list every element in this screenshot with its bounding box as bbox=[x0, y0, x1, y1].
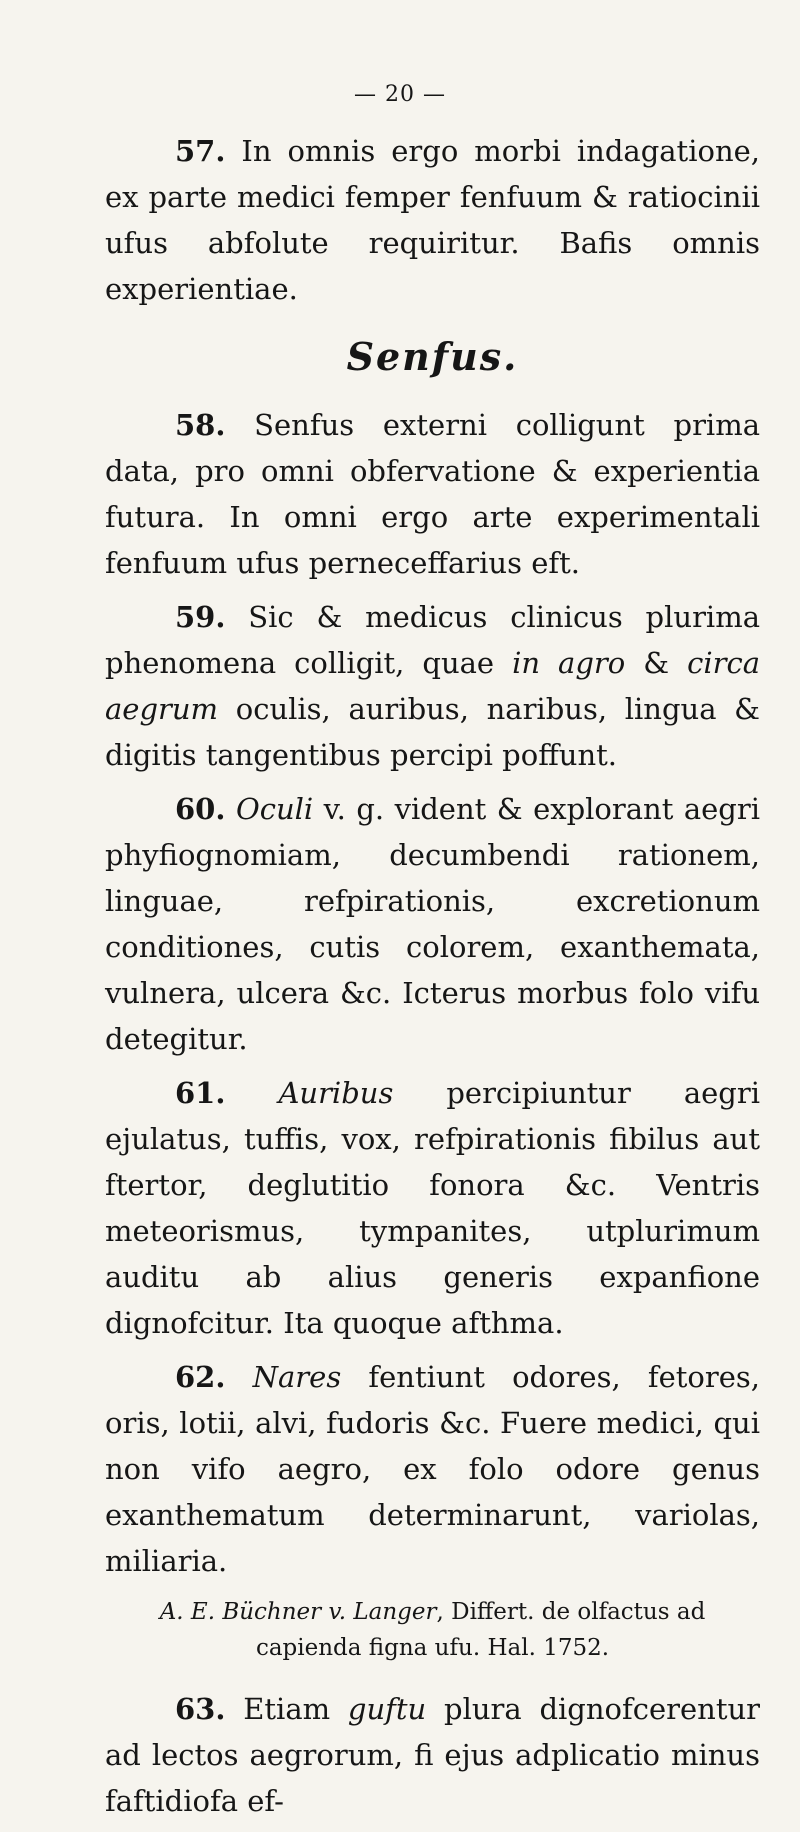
paragraph-61 bbox=[105, 1070, 760, 1346]
paragraph-number: 59. bbox=[175, 600, 226, 634]
paragraph-number: 57. bbox=[175, 134, 226, 168]
paragraph-text: fentiunt odores, fetores, oris, lotii, alvi, fudoris &c. Fuere medici, qui non vifo aegro, ex folo odore genus exanthematum determinarunt, variolas, miliaria. bbox=[105, 1360, 761, 1578]
paragraph-number: 61. bbox=[175, 1076, 226, 1110]
paragraph-number: 60. bbox=[175, 792, 226, 826]
emphasis-text: Auribus bbox=[278, 1076, 394, 1110]
paragraph-63 bbox=[105, 1686, 760, 1824]
paragraph-number: 58. bbox=[175, 408, 226, 442]
paragraph-62 bbox=[105, 1354, 760, 1584]
paragraph-59 bbox=[105, 594, 760, 778]
emphasis-text: guftu bbox=[347, 1692, 427, 1726]
emphasis-text: circa aegrum bbox=[105, 646, 760, 726]
paragraph-text: Senfus externi colligunt prima data, pro omni obfervatione & experientia futura. In omni ergo arte experimentali fenfuum ufus perneceffarius eft. bbox=[105, 408, 760, 580]
paragraph-text: percipiuntur aegri ejulatus, tuffis, vox, refpirationis fibilus aut ftertor, deglutitio fonora &c. Ventris meteorismus, tympanites, utplurimum auditu ab alius generis expanfione dignofcitur. Ita quoque afthma. bbox=[105, 1076, 760, 1340]
paragraph-text: plura dignofcerentur ad lectos aegrorum, fi ejus adplicatio minus faftidiofa ef- bbox=[105, 1692, 761, 1818]
paragraph-58 bbox=[105, 402, 760, 586]
reference-text: , Differt. de olfactus ad capienda figna ufu. Hal. 1752. bbox=[255, 1599, 706, 1661]
paragraph-text: Sic & medicus clinicus plurima phenomena colligit, quae bbox=[105, 600, 760, 680]
paragraph-text: v. g. vident & explorant aegri phyfiognomiam, decumbendi rationem, linguae, refpirationis, excretionum conditiones, cutis colorem, exanthemata, vulnera, ulcera &c. Icterus morbus folo vifu detegitur. bbox=[105, 792, 761, 1056]
paragraph-text: & bbox=[643, 646, 670, 680]
paragraph-text: Etiam bbox=[243, 1692, 331, 1726]
reference-note bbox=[145, 1594, 720, 1666]
paragraph-57 bbox=[105, 128, 760, 312]
emphasis-text: Nares bbox=[252, 1360, 342, 1394]
paragraph-text: In omnis ergo morbi indagatione, ex parte medici femper fenfuum & ratiocinii ufus abfolute requiritur. Bafis omnis experientiae. bbox=[105, 134, 760, 306]
emphasis-text: in agro bbox=[512, 646, 626, 680]
paragraph-number: 63. bbox=[175, 1692, 226, 1726]
page-body bbox=[105, 128, 760, 1832]
emphasis-text: Oculi bbox=[235, 792, 314, 826]
section-heading: Senfus. bbox=[346, 334, 519, 379]
paragraph-number: 62. bbox=[175, 1360, 226, 1394]
reference-authors: A. E. Büchner v. Langer bbox=[159, 1599, 437, 1625]
page-number: — 20 — bbox=[354, 82, 446, 107]
paragraph-text: oculis, auribus, naribus, lingua & digitis tangentibus percipi poffunt. bbox=[105, 692, 760, 772]
paragraph-60 bbox=[105, 786, 760, 1062]
